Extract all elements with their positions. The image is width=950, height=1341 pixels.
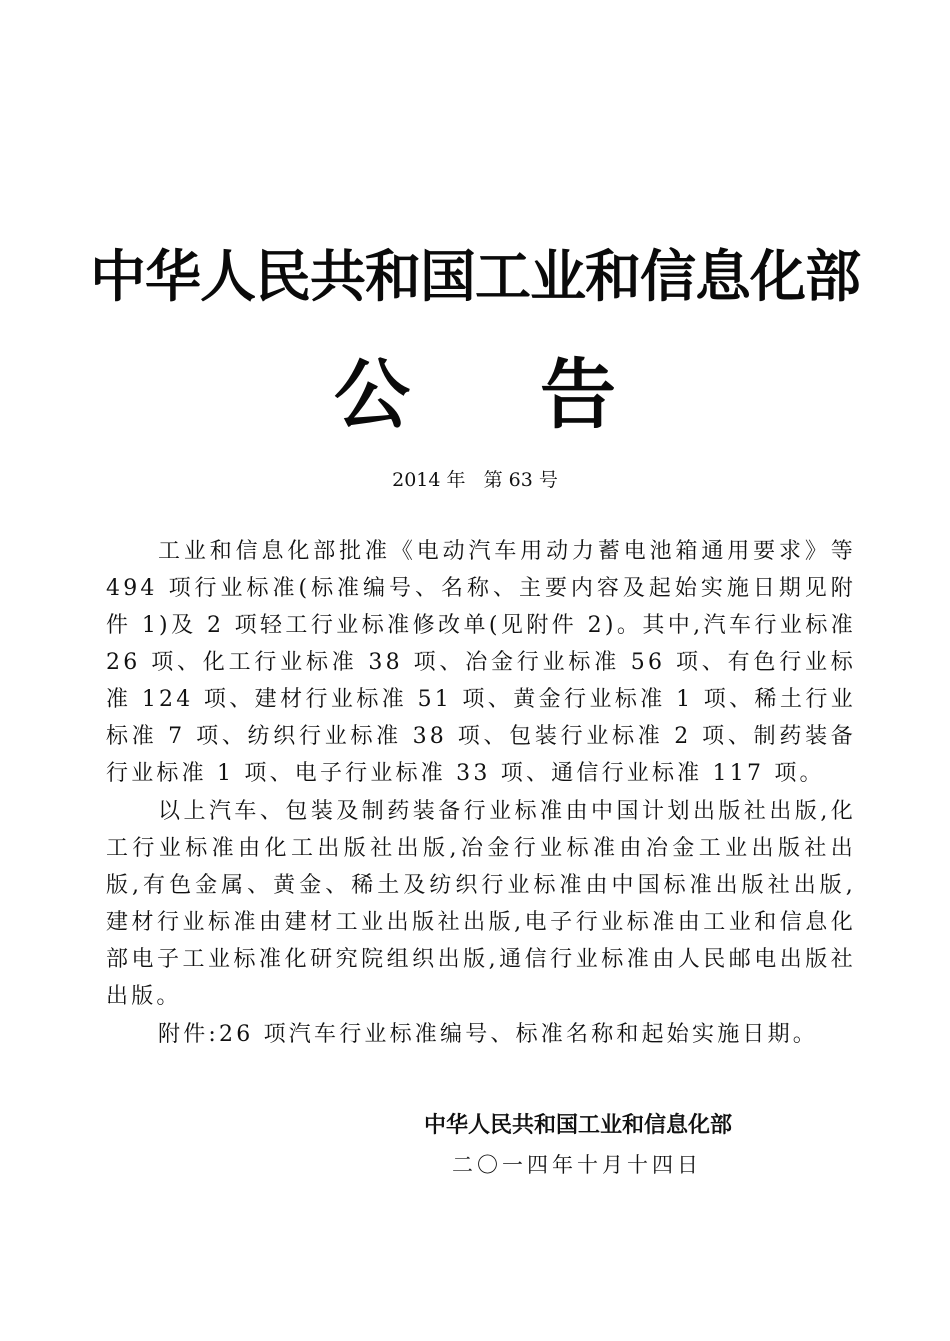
notice-title-char-1: 公: [334, 350, 410, 439]
issue-number: 2014 年 第 63 号: [392, 469, 558, 491]
signature-organization: 中华人民共和国工业和信息化部: [424, 1113, 733, 1138]
signature-date: 二〇一四年十月十四日: [452, 1153, 702, 1177]
paragraph-standards-approved: 工业和信息化部批准《电动汽车用动力蓄电池箱通用要求》等 494 项行业标准(标准编号、名称、主要内容及起始实施日期见附件 1)及 2 项轻工行业标准修改单(见附件 2)。其中,汽车行业标准 26 项、化工行业标准 38 项、冶金行业标准 56 项、有色行业标准 124 项、建材行业标准 51 项、黄金行业标准 1 项、稀土行业标准 7 项、纺织行业标准 38 项、包装行业标准 2 项、制药装备行业标准 1 项、电子行业标准 33 项、通信行业标准 117 项。: [106, 539, 856, 786]
notice-body: [106, 533, 856, 1053]
paragraph-attachment: 附件:26 项汽车行业标准编号、标准名称和起始实施日期。: [158, 1022, 819, 1047]
notice-title-char-2: 告: [540, 350, 616, 439]
ministry-title: 中华人民共和国工业和信息化部: [90, 245, 860, 310]
notice-title: [0, 350, 950, 440]
paragraph-publishers: 以上汽车、包装及制药装备行业标准由中国计划出版社出版,化工行业标准由化工出版社出版,冶金行业标准由冶金工业出版社出版,有色金属、黄金、稀土及纺织行业标准由中国标准出版社出版,建材行业标准由建材工业出版社出版,电子行业标准由工业和信息化部电子工业标准化研究院组织出版,通信行业标准由人民邮电出版社出版。: [106, 799, 856, 1009]
